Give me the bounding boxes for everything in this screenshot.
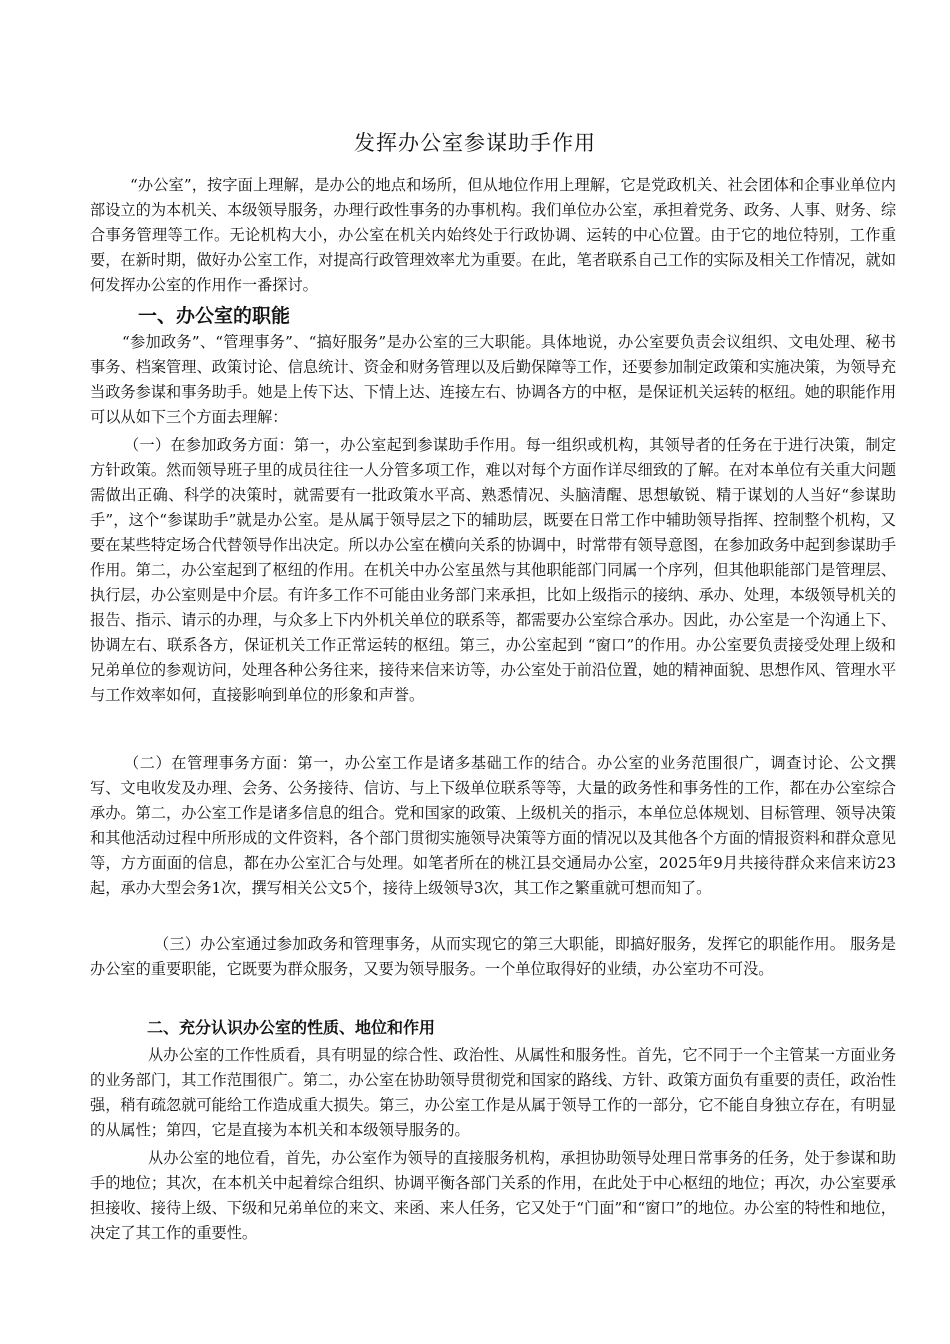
section-heading-nature: 二、充分认识办公室的性质、地位和作用	[147, 1018, 436, 1037]
intro-paragraph: “办公室”，按字面上理解，是办公的地点和场所，但从地位作用上理解，它是党政机关、社会团体和企事业单位内部设立的为本机关、本级领导服务，办理行政性事务的办事机构。我们单位办公室，承担着党务、政务、人事、财务、综合事务管理等工作。无论机构大小，办公室在机关内始终处于行政协调、运转的中心位置。由于它的地位特别，工作重要，在新时期，做好办公室工作，对提高行政管理效率尤为重要。在此，笔者联系自己工作的实际及相关工作情况，就如何发挥办公室的作用作一番探讨。	[90, 176, 896, 294]
politics-paragraph: （一）在参加政务方面：第一，办公室起到参谋助手作用。每一组织或机构，其领导者的任务在于进行决策，制定方针政策。然而领导班子里的成员往往一人分管多项工作，难以对每个方面作详尽细致的了解。在对本单位有关重大问题需做出正确、科学的决策时，就需要有一批政策水平高、熟悉情况、头脑清醒、思想敏锐、精于谋划的人当好“参谋助手”，这个“参谋助手”就是办公室。是从属于领导层之下的辅助层，既要在日常工作中辅助领导指挥、控制整个机构，又要在某些特定场合代替领导作出决定。所以办公室在横向关系的协调中，时常带有领导意图，在参加政务中起到参谋助手作用。第二，办公室起到了枢纽的作用。在机关中办公室虽然与其他职能部门同属一个序列，但其他职能部门是管理层、执行层，办公室则是中介层。有许多工作不可能由业务部门来承担，比如上级指示的接纳、承办、处理，本级领导机关的报告、指示、请示的办理，与众多上下内外机关单位的联系等，都需要办公室综合承办。因此，办公室是一个沟通上下、协调左右、联系各方，保证机关工作正常运转的枢纽。第三，办公室起到 “窗口”的作用。办公室要负责接受处理上级和兄弟单位的参观访问，处理各种公务往来，接待来信来访等，办公室处于前沿位置，她的精神面貌、思想作风、管理水平与工作效率如何，直接影响到单位的形象和声誉。	[90, 436, 896, 704]
position-paragraph: 从办公室的地位看，首先，办公室作为领导的直接服务机构，承担协助领导处理日常事务的任务，处于参谋和助手的地位；其次，在本机关中起着综合组织、协调平衡各部门关系的作用，在此处于中心枢纽的地位；再次，办公室要承担接收、接待上级、下级和兄弟单位的来文、来函、来人任务，它又处于“门面”和“窗口”的地位。办公室的特性和地位，决定了其工作的重要性。	[90, 1149, 896, 1242]
service-paragraph: （三）办公室通过参加政务和管理事务，从而实现它的第三大职能，即搞好服务，发挥它的职能作用。 服务是办公室的重要职能，它既要为群众服务，又要为领导服务。一个单位取得好的业绩，办公室功不可没。	[90, 935, 896, 978]
functions-paragraph: “参加政务”、“管理事务”、“搞好服务”是办公室的三大职能。具体地说，办公室要负责会议组织、文电处理、秘书事务、档案管理、政策讨论、信息统计、资金和财务管理以及后勤保障等工作，还要参加制定政策和实施决策，为领导充当政务参谋和事务助手。她是上传下达、下情上达、连接左右、协调各方的中枢，是保证机关运转的枢纽。她的职能作用可以从如下三个方面去理解：	[90, 333, 896, 426]
document-title: 发挥办公室参谋助手作用	[354, 131, 596, 156]
affairs-paragraph: （二）在管理事务方面：第一，办公室工作是诸多基础工作的结合。办公室的业务范围很广，调查讨论、公文撰写、文电收发及办理、会务、公务接待、信访、与上下级单位联系等等，大量的政务性和事务性的工作，都在办公室综合承办。第二，办公室工作是诸多信息的组合。党和国家的政策、上级机关的指示，本单位总体规划、目标管理、领导决策和其他活动过程中所形成的文件资料，各个部门贯彻实施领导决策等方面的情况以及其他各个方面的情报资料和群众意见等，方方面面的信息，都在办公室汇合与处理。如笔者所在的桃江县交通局办公室，2025年9月共接待群众来信来访23起，承办大型会务1次，撰写相关公文5个，接待上级领导3次，其工作之繁重就可想而知了。	[90, 754, 896, 897]
nature-paragraph: 从办公室的工作性质看，具有明显的综合性、政治性、从属性和服务性。首先，它不同于一个主管某一方面业务的业务部门，其工作范围很广。第二，办公室在协助领导贯彻党和国家的路线、方针、政策方面负有重要的责任，政治性强，稍有疏忽就可能给工作造成重大损失。第三，办公室工作是从属于领导工作的一部分，它不能自身独立存在，有明显的从属性；第四，它是直接为本机关和本级领导服务的。	[90, 1046, 896, 1139]
section-heading-functions: 一、办公室的职能	[138, 305, 291, 327]
